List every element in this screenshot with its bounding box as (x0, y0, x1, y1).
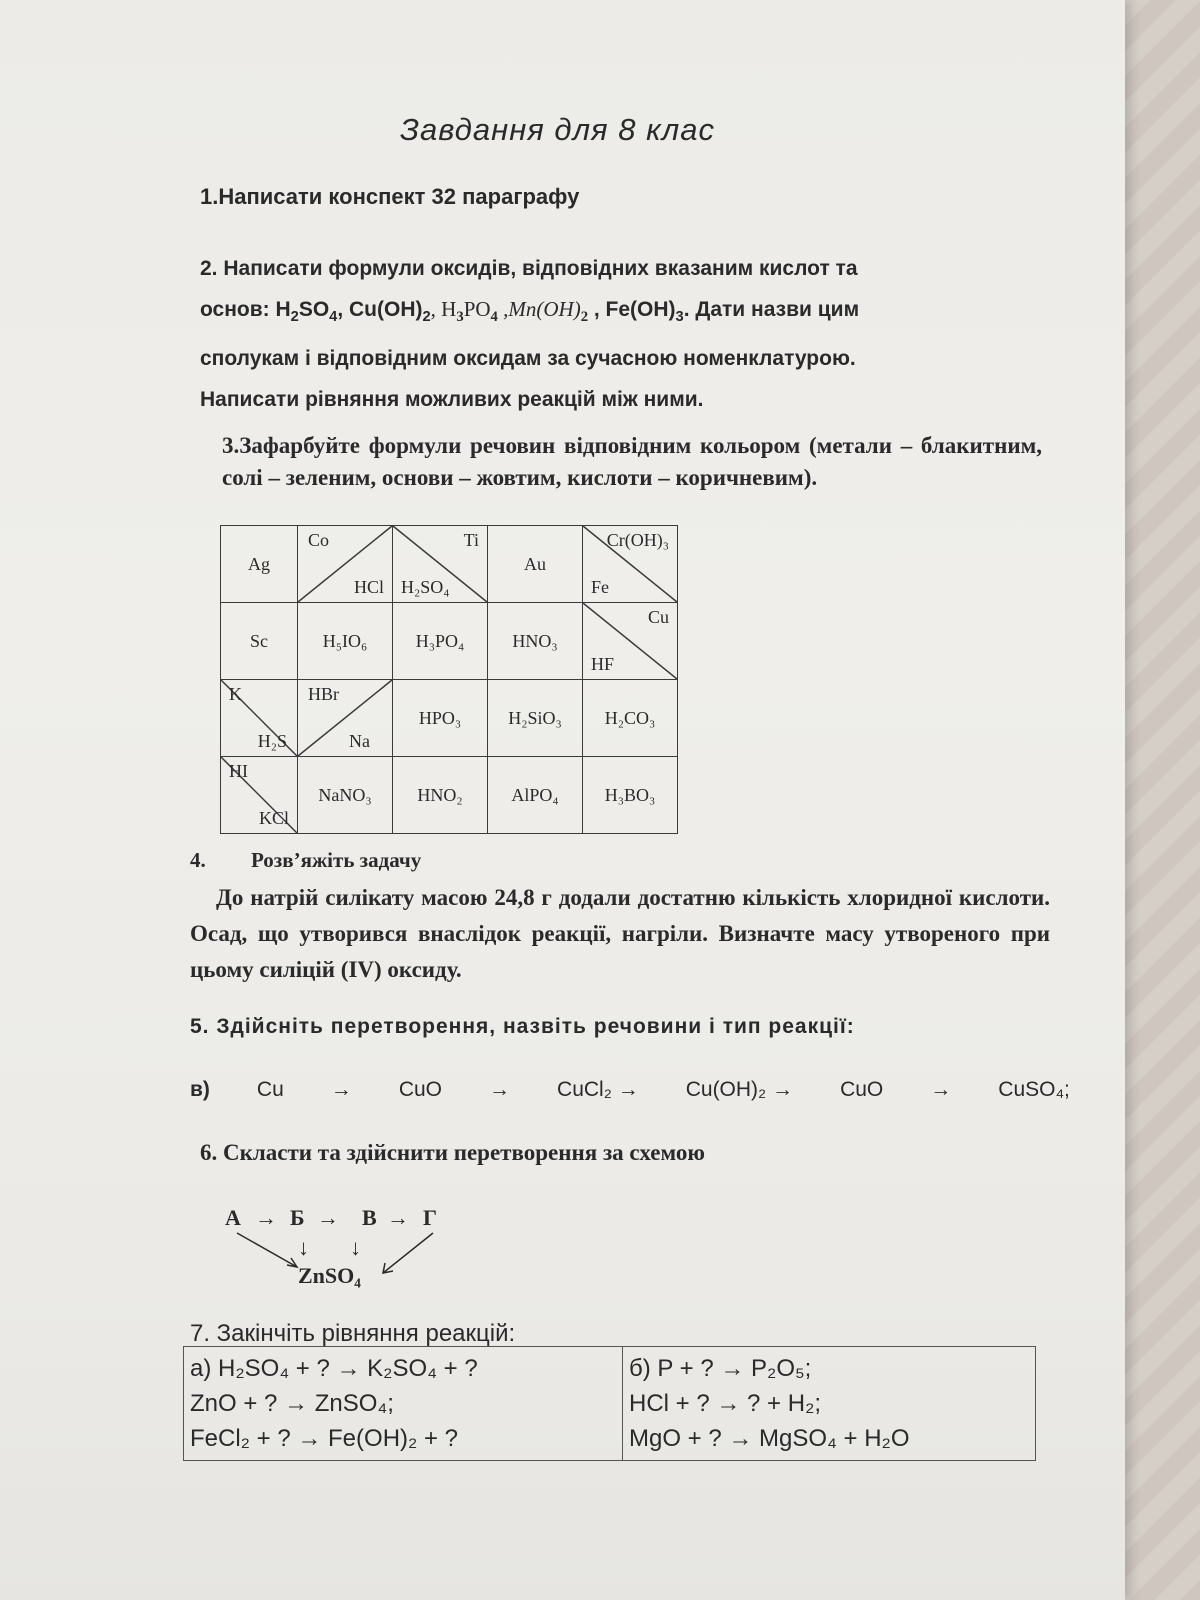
grid-cell-bottom: HCl (353, 577, 384, 597)
scheme-arrow: → (387, 1205, 409, 1230)
scheme-arrow: → (317, 1205, 339, 1230)
task-5-chain (190, 1078, 1070, 1102)
grid-row (221, 680, 678, 757)
formula-sub: 2 (290, 309, 299, 326)
task-2-line-3: сполукам і відповідним оксидам за сучасною номенклатурою. (200, 347, 856, 371)
grid-cell-text: NaNO₃ (318, 784, 372, 805)
task-2-line-1: 2. Написати формули оксидів, відповідних вказаним кислот та (200, 257, 858, 280)
grid-cell-text: HPO₃ (418, 707, 462, 728)
grid-cell-bottom: HF (591, 654, 615, 674)
grid-cell-text: Ag (248, 553, 270, 574)
task-7-heading: 7. Закінчіть рівняння реакцій: (190, 1320, 516, 1347)
scheme-a: А (225, 1205, 241, 1230)
task-6-heading: 6. Скласти та здійснити перетворення за схемою (200, 1140, 705, 1165)
fabric-background (1125, 0, 1200, 1600)
formula-part: , Cu(OH) (337, 298, 423, 321)
formula-part: SO (298, 298, 330, 321)
grid-cell-text: Sc (250, 630, 268, 651)
equation: а) H₂SO₄ + ? → K₂SO₄ + ? (190, 1355, 478, 1382)
formula-part: H (275, 298, 291, 321)
chain-item: Cu (256, 1078, 284, 1101)
chain-label: в) (190, 1078, 210, 1101)
scheme-diagonal-arrows (225, 1205, 485, 1305)
grid-cell-bottom: KCl (258, 808, 289, 828)
grid-cell-bottom: H₂S (257, 731, 287, 751)
grid-cell (488, 680, 583, 757)
scheme-v: В (362, 1205, 377, 1230)
task-4-heading (190, 848, 421, 873)
chain-arrow: → (489, 1078, 511, 1101)
grid-cell (298, 603, 393, 680)
grid-cell-split (298, 526, 393, 603)
grid-row (221, 526, 678, 603)
page-title: Завдання для 8 клас (400, 112, 715, 147)
grid-cell-top: Cu (647, 607, 669, 627)
equation: HCl + ? → ? + H₂; (629, 1390, 822, 1417)
grid-cell-top: HI (229, 761, 248, 781)
task-4-title: Розв’яжіть задачу (251, 848, 422, 872)
grid-cell (221, 526, 298, 603)
grid-cell-top: Co (308, 530, 330, 550)
grid-cell-top: Cr(OH)₃ (606, 530, 669, 550)
formula-part: , Fe(OH) (588, 298, 676, 321)
grid-row (221, 603, 678, 680)
task-2-line-4: Написати рівняння можливих реакцій між ними. (200, 388, 704, 412)
task-4-text: До натрій силікату масою 24,8 г додали достатню кількість хлоридної кислоти. Осад, що утворився внаслідок реакції, нагріли. Визначте масу утвореного при цьому силіцій (IV) оксиду. (190, 885, 1050, 982)
formula-sub: 3 (675, 309, 684, 326)
grid-cell (393, 603, 488, 680)
grid-cell (298, 757, 393, 834)
grid-cell-bottom: Na (349, 731, 370, 751)
formula-sub: 2 (422, 309, 431, 326)
grid-cell-top: HBr (308, 684, 339, 704)
task-2 (200, 248, 1020, 420)
grid-cell-top: Ti (463, 530, 479, 550)
grid-cell-text: H₂CO₃ (604, 707, 656, 728)
task-2-line-2 (200, 289, 1020, 338)
grid-cell-text: HNO₂ (417, 784, 463, 805)
grid-cell-text: H₃BO₃ (604, 784, 656, 805)
grid-cell (488, 603, 583, 680)
equation: FeCl₂ + ? → Fe(OH)₂ + ? (190, 1425, 459, 1452)
scheme-g: Г (423, 1205, 437, 1230)
scheme-product: ZnSO₄ (298, 1263, 361, 1288)
scheme-arrow: → (255, 1205, 277, 1230)
task-5-heading: 5. Здійсніть перетворення, назвіть речовини і тип реакції: (190, 1015, 855, 1038)
chain-item: CuSO₄; (998, 1078, 1070, 1101)
formula-sub: 4 (490, 309, 498, 326)
chain-item: CuCl₂ → (557, 1078, 639, 1101)
task-2-line-2-prefix: основ: (200, 298, 276, 321)
grid-cell-text: Au (524, 553, 546, 574)
transformation-scheme (225, 1205, 485, 1305)
grid-cell (393, 680, 488, 757)
equation: MgO + ? → MgSO₄ + H₂O (629, 1425, 910, 1452)
chain-item: CuO (840, 1078, 884, 1101)
scheme-down-arrow: ↓ (298, 1235, 309, 1260)
equations-row (184, 1347, 1036, 1461)
equation: б) P + ? → P₂O₅; (629, 1355, 812, 1382)
substances-grid (220, 525, 678, 834)
grid-cell-text: HNO₃ (512, 630, 558, 651)
grid-cell-text: H₃PO₄ (415, 630, 465, 651)
equations-right (623, 1347, 1036, 1461)
grid-cell-split (221, 680, 298, 757)
grid-row (221, 757, 678, 834)
equations-table (183, 1346, 1036, 1461)
chain-arrow: → (930, 1078, 952, 1101)
task-3-text: 3.Зафарбуйте формули речовин відповідним кольором (метали – блакитним, солі – зеленим, основи – жовтим, кислоти – коричневим). (222, 433, 1042, 490)
grid-cell-text: H₂SiO₃ (508, 707, 562, 728)
formula-sub: 3 (456, 309, 464, 326)
chain-arrow: → (330, 1078, 352, 1101)
grid-cell (583, 757, 678, 834)
task-1: 1.Написати конспект 32 параграфу (200, 184, 580, 209)
grid-cell-bottom: Fe (591, 577, 609, 597)
equation: ZnO + ? → ZnSO₄; (190, 1390, 394, 1417)
scheme-b: Б (290, 1205, 305, 1230)
grid-cell (488, 526, 583, 603)
formula-part: ,Mn(OH) (497, 297, 581, 321)
grid-cell-split (221, 757, 298, 834)
grid-cell-text: AlPO₄ (511, 784, 559, 805)
grid-cell (393, 757, 488, 834)
formula-part: PO (463, 297, 491, 321)
formula-sub: 2 (580, 309, 589, 326)
equations-left (184, 1347, 623, 1461)
scheme-down-arrow: ↓ (350, 1235, 361, 1260)
grid-cell (221, 603, 298, 680)
chain-item: CuO (398, 1078, 442, 1101)
grid-cell-split (393, 526, 488, 603)
grid-cell-bottom: H₂SO₄ (401, 577, 450, 597)
grid-cell-text: H₅IO₆ (322, 630, 368, 651)
task-4-number: 4. (190, 848, 206, 872)
grid-cell (488, 757, 583, 834)
grid-cell-split (583, 603, 678, 680)
grid-cell (583, 680, 678, 757)
chain-item: Cu(OH)₂ → (685, 1078, 794, 1101)
formula-sub: 4 (329, 309, 338, 326)
formula-part: , H (430, 297, 457, 321)
grid-cell-split (298, 680, 393, 757)
grid-cell-split (583, 526, 678, 603)
grid-cell-top: K (229, 684, 242, 704)
formula-part: . Дати назви цим (683, 298, 860, 321)
